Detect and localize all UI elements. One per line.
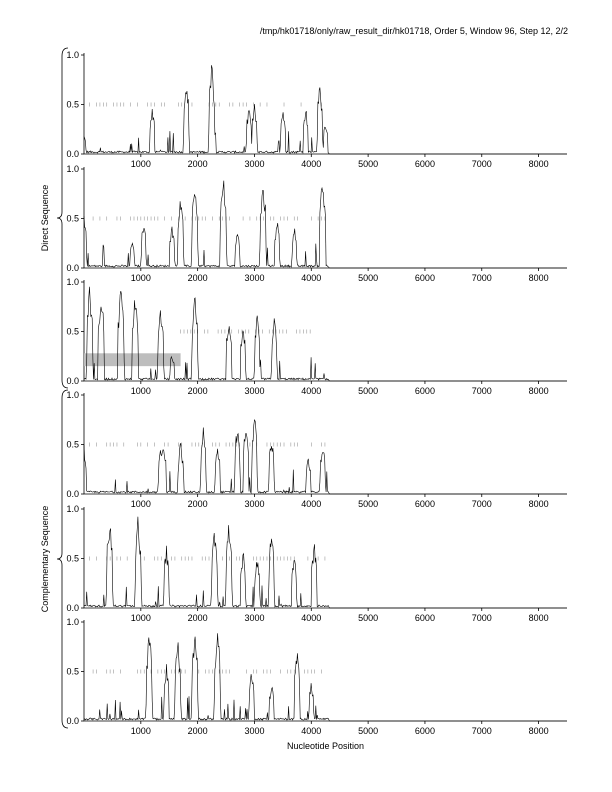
x-tick-label: 7000 [471, 613, 492, 623]
y-tick-label: 0.0 [66, 376, 79, 386]
x-tick-label: 5000 [358, 726, 379, 736]
x-tick-label: 3000 [244, 159, 265, 169]
y-tick-label: 0.0 [66, 716, 79, 726]
x-tick-label: 8000 [528, 159, 549, 169]
panel-axes [84, 507, 567, 608]
x-axis-label: Nucleotide Position [286, 741, 365, 751]
y-tick-label: 0.0 [66, 149, 79, 159]
x-tick-label: 2000 [187, 726, 208, 736]
signal-series-line [84, 420, 567, 494]
direct-sequence-label: Direct Sequence [40, 184, 50, 252]
x-tick-label: 5000 [358, 273, 379, 283]
x-tick-label: 2000 [187, 499, 208, 509]
y-tick-label: 0.5 [66, 553, 79, 564]
y-tick-label: 1.0 [66, 50, 79, 60]
x-tick-label: 2000 [187, 613, 208, 623]
x-tick-label: 2000 [187, 386, 208, 396]
x-tick-label: 4000 [301, 273, 322, 283]
y-tick-label: 1.0 [66, 164, 79, 174]
x-tick-label: 7000 [471, 273, 492, 283]
y-tick-label: 0.5 [66, 213, 79, 224]
x-tick-label: 8000 [528, 726, 549, 736]
x-tick-label: 7000 [471, 386, 492, 396]
x-tick-label: 1000 [130, 159, 151, 169]
x-tick-label: 6000 [414, 499, 435, 509]
x-tick-label: 4000 [301, 726, 322, 736]
x-tick-label: 5000 [358, 159, 379, 169]
y-tick-label: 0.0 [66, 263, 79, 273]
signal-series-line [84, 287, 567, 381]
x-tick-label: 4000 [301, 499, 322, 509]
x-tick-label: 8000 [528, 386, 549, 396]
panel-axes [84, 620, 567, 721]
chart-panel-3 [66, 277, 567, 396]
x-tick-label: 1000 [130, 386, 151, 396]
x-tick-label: 6000 [414, 273, 435, 283]
y-tick-label: 0.5 [66, 99, 79, 110]
x-tick-label: 4000 [301, 159, 322, 169]
panel-axes [84, 53, 567, 154]
x-tick-label: 1000 [130, 273, 151, 283]
y-tick-label: 0.5 [66, 666, 79, 677]
x-tick-label: 6000 [414, 386, 435, 396]
signal-series-line [84, 517, 567, 608]
y-tick-label: 0.5 [66, 326, 79, 337]
x-tick-label: 5000 [358, 499, 379, 509]
x-tick-label: 3000 [244, 499, 265, 509]
x-tick-label: 2000 [187, 159, 208, 169]
y-tick-label: 0.0 [66, 489, 79, 499]
y-tick-label: 1.0 [66, 390, 79, 400]
y-tick-label: 0.5 [66, 439, 79, 450]
x-tick-label: 5000 [358, 613, 379, 623]
chart-panel-5 [66, 504, 567, 623]
x-tick-label: 5000 [358, 386, 379, 396]
chart-panel-6 [66, 617, 567, 751]
x-tick-label: 3000 [244, 726, 265, 736]
y-tick-label: 0.0 [66, 603, 79, 613]
y-tick-label: 1.0 [66, 504, 79, 514]
y-tick-label: 1.0 [66, 277, 79, 287]
x-tick-label: 7000 [471, 499, 492, 509]
x-tick-label: 7000 [471, 726, 492, 736]
x-tick-label: 6000 [414, 726, 435, 736]
chart-panel-1 [66, 50, 567, 169]
x-tick-label: 3000 [244, 273, 265, 283]
x-tick-label: 3000 [244, 386, 265, 396]
chart-panel-2 [66, 164, 567, 283]
x-tick-label: 3000 [244, 613, 265, 623]
x-tick-label: 8000 [528, 499, 549, 509]
x-tick-label: 8000 [528, 273, 549, 283]
signal-series-line [84, 633, 567, 721]
x-tick-label: 8000 [528, 613, 549, 623]
signal-series-line [84, 65, 567, 154]
x-tick-label: 2000 [187, 273, 208, 283]
x-tick-label: 4000 [301, 386, 322, 396]
complementary-sequence-label: Complementary Sequence [40, 505, 50, 613]
x-tick-label: 4000 [301, 613, 322, 623]
x-tick-label: 6000 [414, 613, 435, 623]
figure-header: /tmp/hk01718/only/raw_result_dir/hk01718, Order 5, Window 96, Step 12, 2/2 [259, 26, 568, 36]
signal-series-line [84, 181, 567, 268]
x-tick-label: 1000 [130, 613, 151, 623]
x-tick-label: 7000 [471, 159, 492, 169]
x-tick-label: 1000 [130, 726, 151, 736]
x-tick-label: 1000 [130, 499, 151, 509]
x-tick-label: 6000 [414, 159, 435, 169]
y-tick-label: 1.0 [66, 617, 79, 627]
chart-panel-4 [66, 390, 567, 509]
